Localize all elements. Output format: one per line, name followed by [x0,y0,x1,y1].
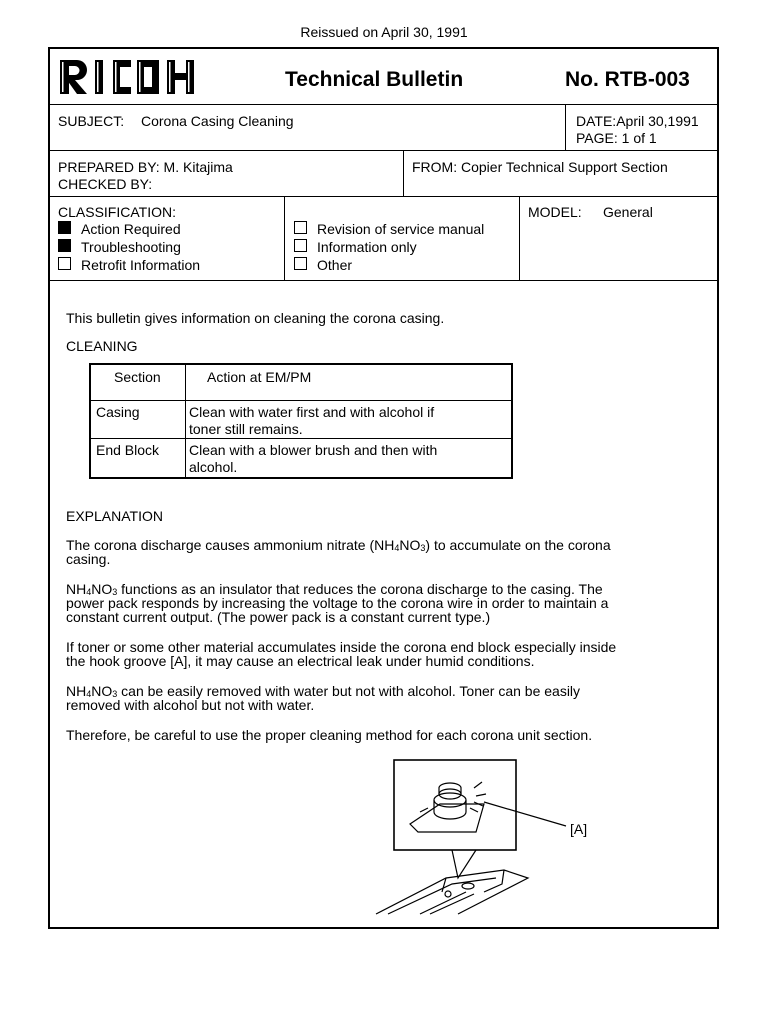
table-header: Section [114,369,161,385]
classification-label: CLASSIFICATION: [58,204,176,220]
table-header: Action at EM/PM [207,369,312,385]
divider [565,104,566,150]
paragraph: The corona discharge causes ammonium nitrate $(NH_4NO_3)$ to accumulate on the corona [66,537,611,553]
divider [519,196,520,280]
subject-label: SUBJECT: [58,113,125,129]
option-label: Troubleshooting [81,239,181,255]
option-label: Revision of service manual [317,221,485,237]
option-label: Other [317,257,353,273]
paragraph-line: power pack responds by increasing the voltage to the corona wire in order to maintain a [66,595,609,611]
table-cell: Clean with water first and with alcohol if [189,404,435,420]
from-section: FROM: Copier Technical Support Section [412,159,668,175]
page-value: PAGE: 1 of 1 [576,130,657,146]
subject-value: Corona Casing Cleaning [141,113,294,129]
paragraph-line: Therefore, be careful to use the proper cleaning method for each corona unit section. [66,727,593,743]
table-cell: Casing [96,404,140,420]
date-value: DATE:April 30,1991 [576,113,699,129]
divider [49,104,719,105]
option-label: Information only [317,239,417,255]
divider [49,196,719,197]
divider [403,150,404,196]
checkbox-other[interactable] [294,257,307,270]
paragraph-line: the hook groove [A], it may cause an electrical leak under humid conditions. [66,653,535,669]
checkbox-revision-of-service-manual[interactable] [294,221,307,234]
divider [49,280,719,281]
paragraph: $NH_4NO_3$ can be easily removed with water but not with alcohol. Toner can be easily [66,683,581,699]
checkbox-troubleshooting[interactable] [58,239,71,252]
checkbox-action-required[interactable] [58,221,71,234]
checkbox-retrofit-information[interactable] [58,257,71,270]
checkbox-information-only[interactable] [294,239,307,252]
figure-label-a: [A] [570,821,588,837]
paragraph-line: casing. [66,551,111,567]
bulletin-number: No. RTB-003 [565,68,690,91]
table-divider [90,438,511,439]
paragraph: $NH_4NO_3$ functions as an insulator that reduces the corona discharge to the casing. The [66,581,603,597]
intro-text: This bulletin gives information on cleaning the corona casing. [66,310,445,326]
model-value: General [603,204,653,220]
model-label: MODEL: [528,204,582,220]
bulletin-title: Technical Bulletin [285,68,464,91]
option-label: Retrofit Information [81,257,201,273]
paragraph-line: If toner or some other material accumulates inside the corona end block especially inside [66,639,617,655]
cleaning-heading: CLEANING [66,338,138,354]
paragraph-line: constant current output. (The power pack is a constant current type.) [66,609,491,625]
table-divider [185,364,186,478]
paragraph-line: removed with alcohol but not with water. [66,697,315,713]
table-divider [90,400,511,401]
prepared-by: PREPARED BY: M. Kitajima [58,159,233,175]
divider [284,196,285,280]
reissue-date: Reissued on April 30, 1991 [300,24,468,40]
explanation-heading: EXPLANATION [66,508,163,524]
corona-end-block-figure [270,752,590,922]
ricoh-logo [58,58,200,96]
option-label: Action Required [81,221,181,237]
checked-by: CHECKED BY: [58,176,153,192]
divider [49,150,719,151]
table-cell: toner still remains. [189,421,303,437]
table-cell: Clean with a blower brush and then with [189,442,438,458]
table-cell: End Block [96,442,160,458]
table-cell: alcohol. [189,459,238,475]
